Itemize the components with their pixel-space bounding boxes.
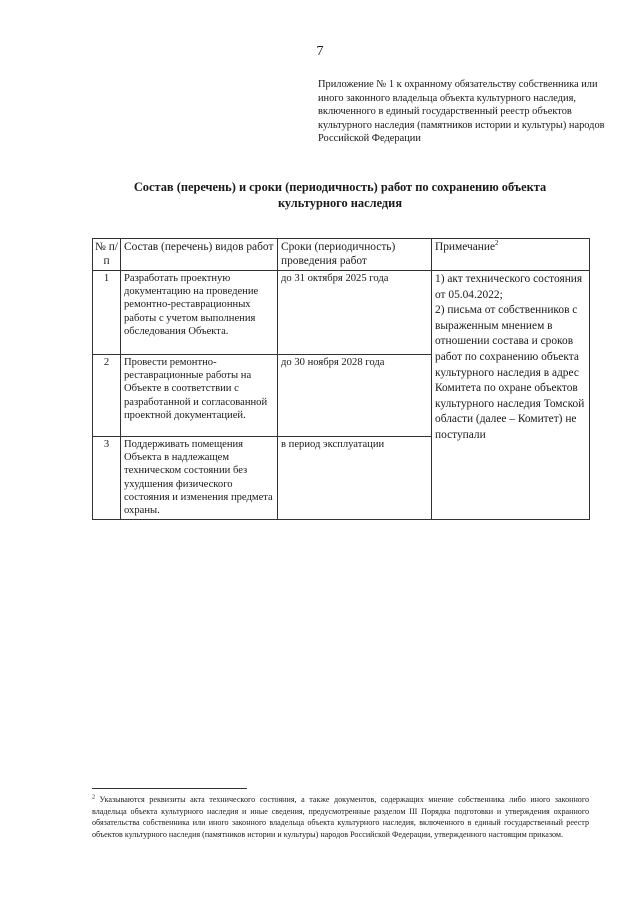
works-table: [92, 238, 590, 520]
footnote-divider: [92, 788, 247, 789]
page-number: 7: [316, 44, 324, 59]
header-composition: Состав (перечень) видов работ: [121, 239, 278, 271]
row-work: Провести ремонтно-реставрационные работы на Объекте в соответствии с разработанной и согласованной проектной документацией.: [121, 355, 278, 437]
row-term: до 31 октября 2025 года: [278, 271, 432, 355]
footnote-mark: 2: [92, 794, 95, 801]
note-item: 1) акт технического состояния от 05.04.2022;: [435, 273, 583, 301]
table-row: [93, 271, 590, 355]
header-terms: Сроки (периодичность) проведения работ: [278, 239, 432, 271]
row-term: до 30 ноября 2028 года: [278, 355, 432, 437]
table-header-row: [93, 239, 590, 271]
document-title: Состав (перечень) и сроки (периодичность) работ по сохранению объекта культурного наследия: [133, 180, 547, 210]
row-work: Поддерживать помещения Объекта в надлежащем техническом состоянии без ухудшения физического состояния и изменения предмета охраны.: [121, 437, 278, 520]
row-num: 1: [93, 271, 121, 355]
header-note: [432, 239, 590, 271]
header-note-footnote-mark: 2: [495, 239, 499, 248]
row-num: 3: [93, 437, 121, 520]
footnote: [92, 794, 589, 840]
footnote-text: Указываются реквизиты акта технического состояния, а также документов, содержащих мнение собственника либо иного законного владельца объекта культурного наследия и иные сведения, предусмотренные разделом III Порядка подготовки и утверждения охранного обязательства собственника или иного законного владельца объекта культурного наследия, включенного в единый государственный реестр объектов культурного наследия (памятников истории и культуры) народов Российской Федерации, утвержденного настоящим приказом.: [92, 795, 589, 839]
row-num: 2: [93, 355, 121, 437]
note-cell: [432, 271, 590, 520]
row-term: в период эксплуатации: [278, 437, 432, 520]
row-work: Разработать проектную документацию на проведение ремонтно-реставрационных работы с учетом выполнения обследования Объекта.: [121, 271, 278, 355]
note-item: 2) письма от собственников с выраженным мнением в отношении состава и сроков работ по сохранению объекта культурного наследия в адрес Комитета по охране объектов культурного наследия Томской области (далее – Комитет) не поступали: [435, 304, 585, 441]
appendix-caption: Приложение № 1 к охранному обязательству собственника или иного законного владельца объекта культурного наследия, включенного в единый государственный реестр объектов культурного наследия (памятников истории и культуры) народов Российской Федерации: [318, 79, 605, 145]
header-note-label: Примечание: [435, 241, 496, 253]
header-num: № п/п: [93, 239, 121, 271]
